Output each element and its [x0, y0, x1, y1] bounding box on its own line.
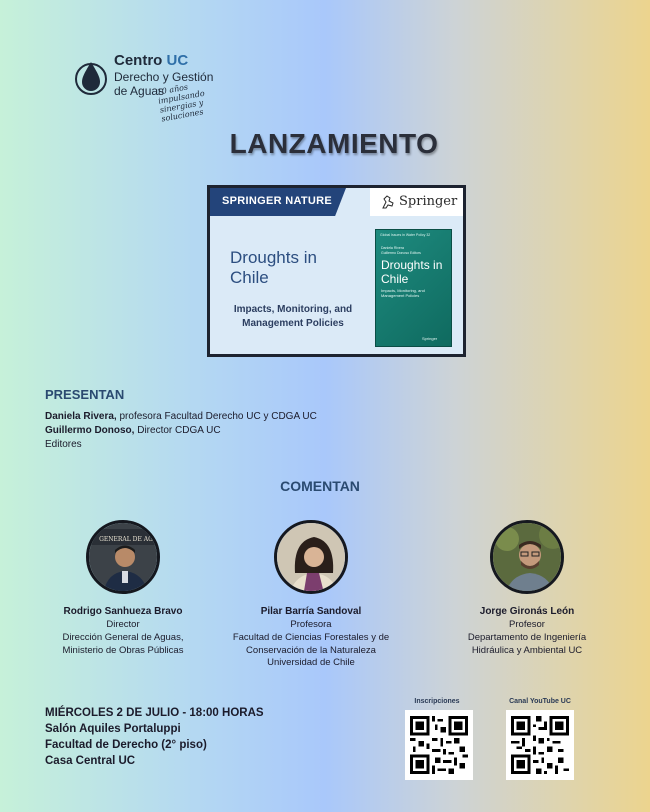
- speaker-org-line2: Hidráulica y Ambiental UC: [471, 644, 583, 656]
- qr-code-icon: [511, 715, 569, 775]
- person-photo-icon: [277, 523, 348, 594]
- logo-name-accent: UC: [166, 52, 189, 69]
- logo-subtitle-line2: de Aguas: [114, 84, 165, 98]
- logo-subtitle-line1: Derecho y Gestión: [114, 70, 214, 84]
- springer-logo-text: Springer: [399, 194, 458, 209]
- cover-title: [381, 258, 442, 286]
- event-campus: Casa Central UC: [45, 755, 136, 767]
- page-title: LANZAMIENTO: [229, 128, 439, 159]
- cover-series: Global Issues in Water Policy 32: [380, 233, 431, 237]
- cover-brand: Springer: [422, 336, 438, 341]
- qr-label-youtube: Canal YouTube UC: [509, 698, 571, 705]
- speaker-org: [211, 632, 411, 670]
- springer-horse-icon: [380, 194, 396, 210]
- speaker-name: Rodrigo Sanhueza Bravo: [63, 606, 183, 617]
- speaker-name: Pilar Barría Sandoval: [260, 606, 362, 617]
- speaker-org: [427, 632, 627, 657]
- book-cover: [375, 229, 452, 347]
- book-subtitle: [218, 303, 368, 331]
- speaker-org-line1: Facultad de Ciencias Forestales y de: [232, 632, 390, 643]
- avatar: [274, 520, 348, 594]
- qr-label-inscripciones: Inscripciones: [414, 698, 460, 705]
- comentan-heading: COMENTAN: [280, 478, 360, 494]
- qr-code-icon: [410, 715, 468, 775]
- book-title-line2: Chile: [230, 268, 269, 287]
- qr-youtube[interactable]: [506, 710, 574, 780]
- speaker-role: Profesora: [290, 619, 332, 630]
- logo-name: [114, 52, 188, 69]
- event-building: Facultad de Derecho (2° piso): [45, 739, 207, 751]
- avatar: [490, 520, 564, 594]
- event-date-time: MIÉRCOLES 2 DE JULIO - 18:00 HORAS: [45, 707, 264, 719]
- cdga-logo: [74, 52, 244, 122]
- speaker-card: [211, 520, 411, 670]
- cover-author-2: Guillermo Donoso Editors: [381, 251, 421, 255]
- book-title-line1: Droughts in: [230, 248, 317, 267]
- book-subtitle-line1: Impacts, Monitoring, and: [233, 304, 353, 315]
- person-photo-icon: [89, 523, 160, 594]
- logo-anniversary: 10 años impulsando sinergias y soluciones: [156, 82, 206, 124]
- cover-title-line1: Droughts in: [381, 258, 443, 272]
- speaker-role: Director: [106, 619, 140, 630]
- speaker-card: [23, 520, 223, 670]
- presenter-role: Editores: [45, 439, 82, 450]
- logo-name-main: Centro: [114, 52, 163, 69]
- cover-author-1: Daniela Rivera: [381, 246, 404, 250]
- speaker-org-line1: Departamento de Ingeniería: [467, 632, 587, 643]
- cover-authors: [381, 246, 421, 256]
- speaker-org-line3: Universidad de Chile: [267, 657, 355, 668]
- speaker-org-line2: Ministerio de Obras Públicas: [62, 644, 184, 656]
- speaker-role: Profesor: [509, 619, 545, 630]
- qr-inscripciones[interactable]: [405, 710, 473, 780]
- book-title: [230, 248, 350, 288]
- presenter-name: Daniela Rivera,: [45, 411, 117, 422]
- springer-nature-label: SPRINGER NATURE: [222, 195, 333, 207]
- presenter-line: [45, 411, 317, 422]
- cover-title-line2: Chile: [381, 272, 409, 286]
- speaker-org-line1: Dirección General de Aguas,: [62, 632, 184, 643]
- presenter-desc: profesora Facultad Derecho UC y CDGA UC: [116, 411, 317, 422]
- book-subtitle-line2: Management Policies: [242, 318, 344, 329]
- cover-subtitle: Impacts, Monitoring, and Management Policies: [381, 288, 425, 298]
- presenter-desc: Director CDGA UC: [134, 425, 221, 436]
- presenter-line: [45, 439, 82, 450]
- speaker-org: [23, 632, 223, 657]
- speaker-name: Jorge Gironás León: [479, 606, 575, 617]
- presentan-heading: PRESENTAN: [45, 387, 125, 402]
- event-venue: Salón Aquiles Portaluppi: [45, 723, 181, 735]
- presenter-line: [45, 425, 221, 436]
- water-drop-icon: [74, 56, 108, 96]
- speaker-org-line2: Conservación de la Naturaleza: [246, 644, 376, 656]
- svg-text:GENERAL DE AG: GENERAL DE AG: [99, 536, 153, 543]
- person-photo-icon: [493, 523, 564, 594]
- book-banner: [207, 185, 466, 357]
- avatar: [86, 520, 160, 594]
- presenter-name: Guillermo Donoso,: [45, 425, 135, 436]
- speaker-card: [427, 520, 627, 670]
